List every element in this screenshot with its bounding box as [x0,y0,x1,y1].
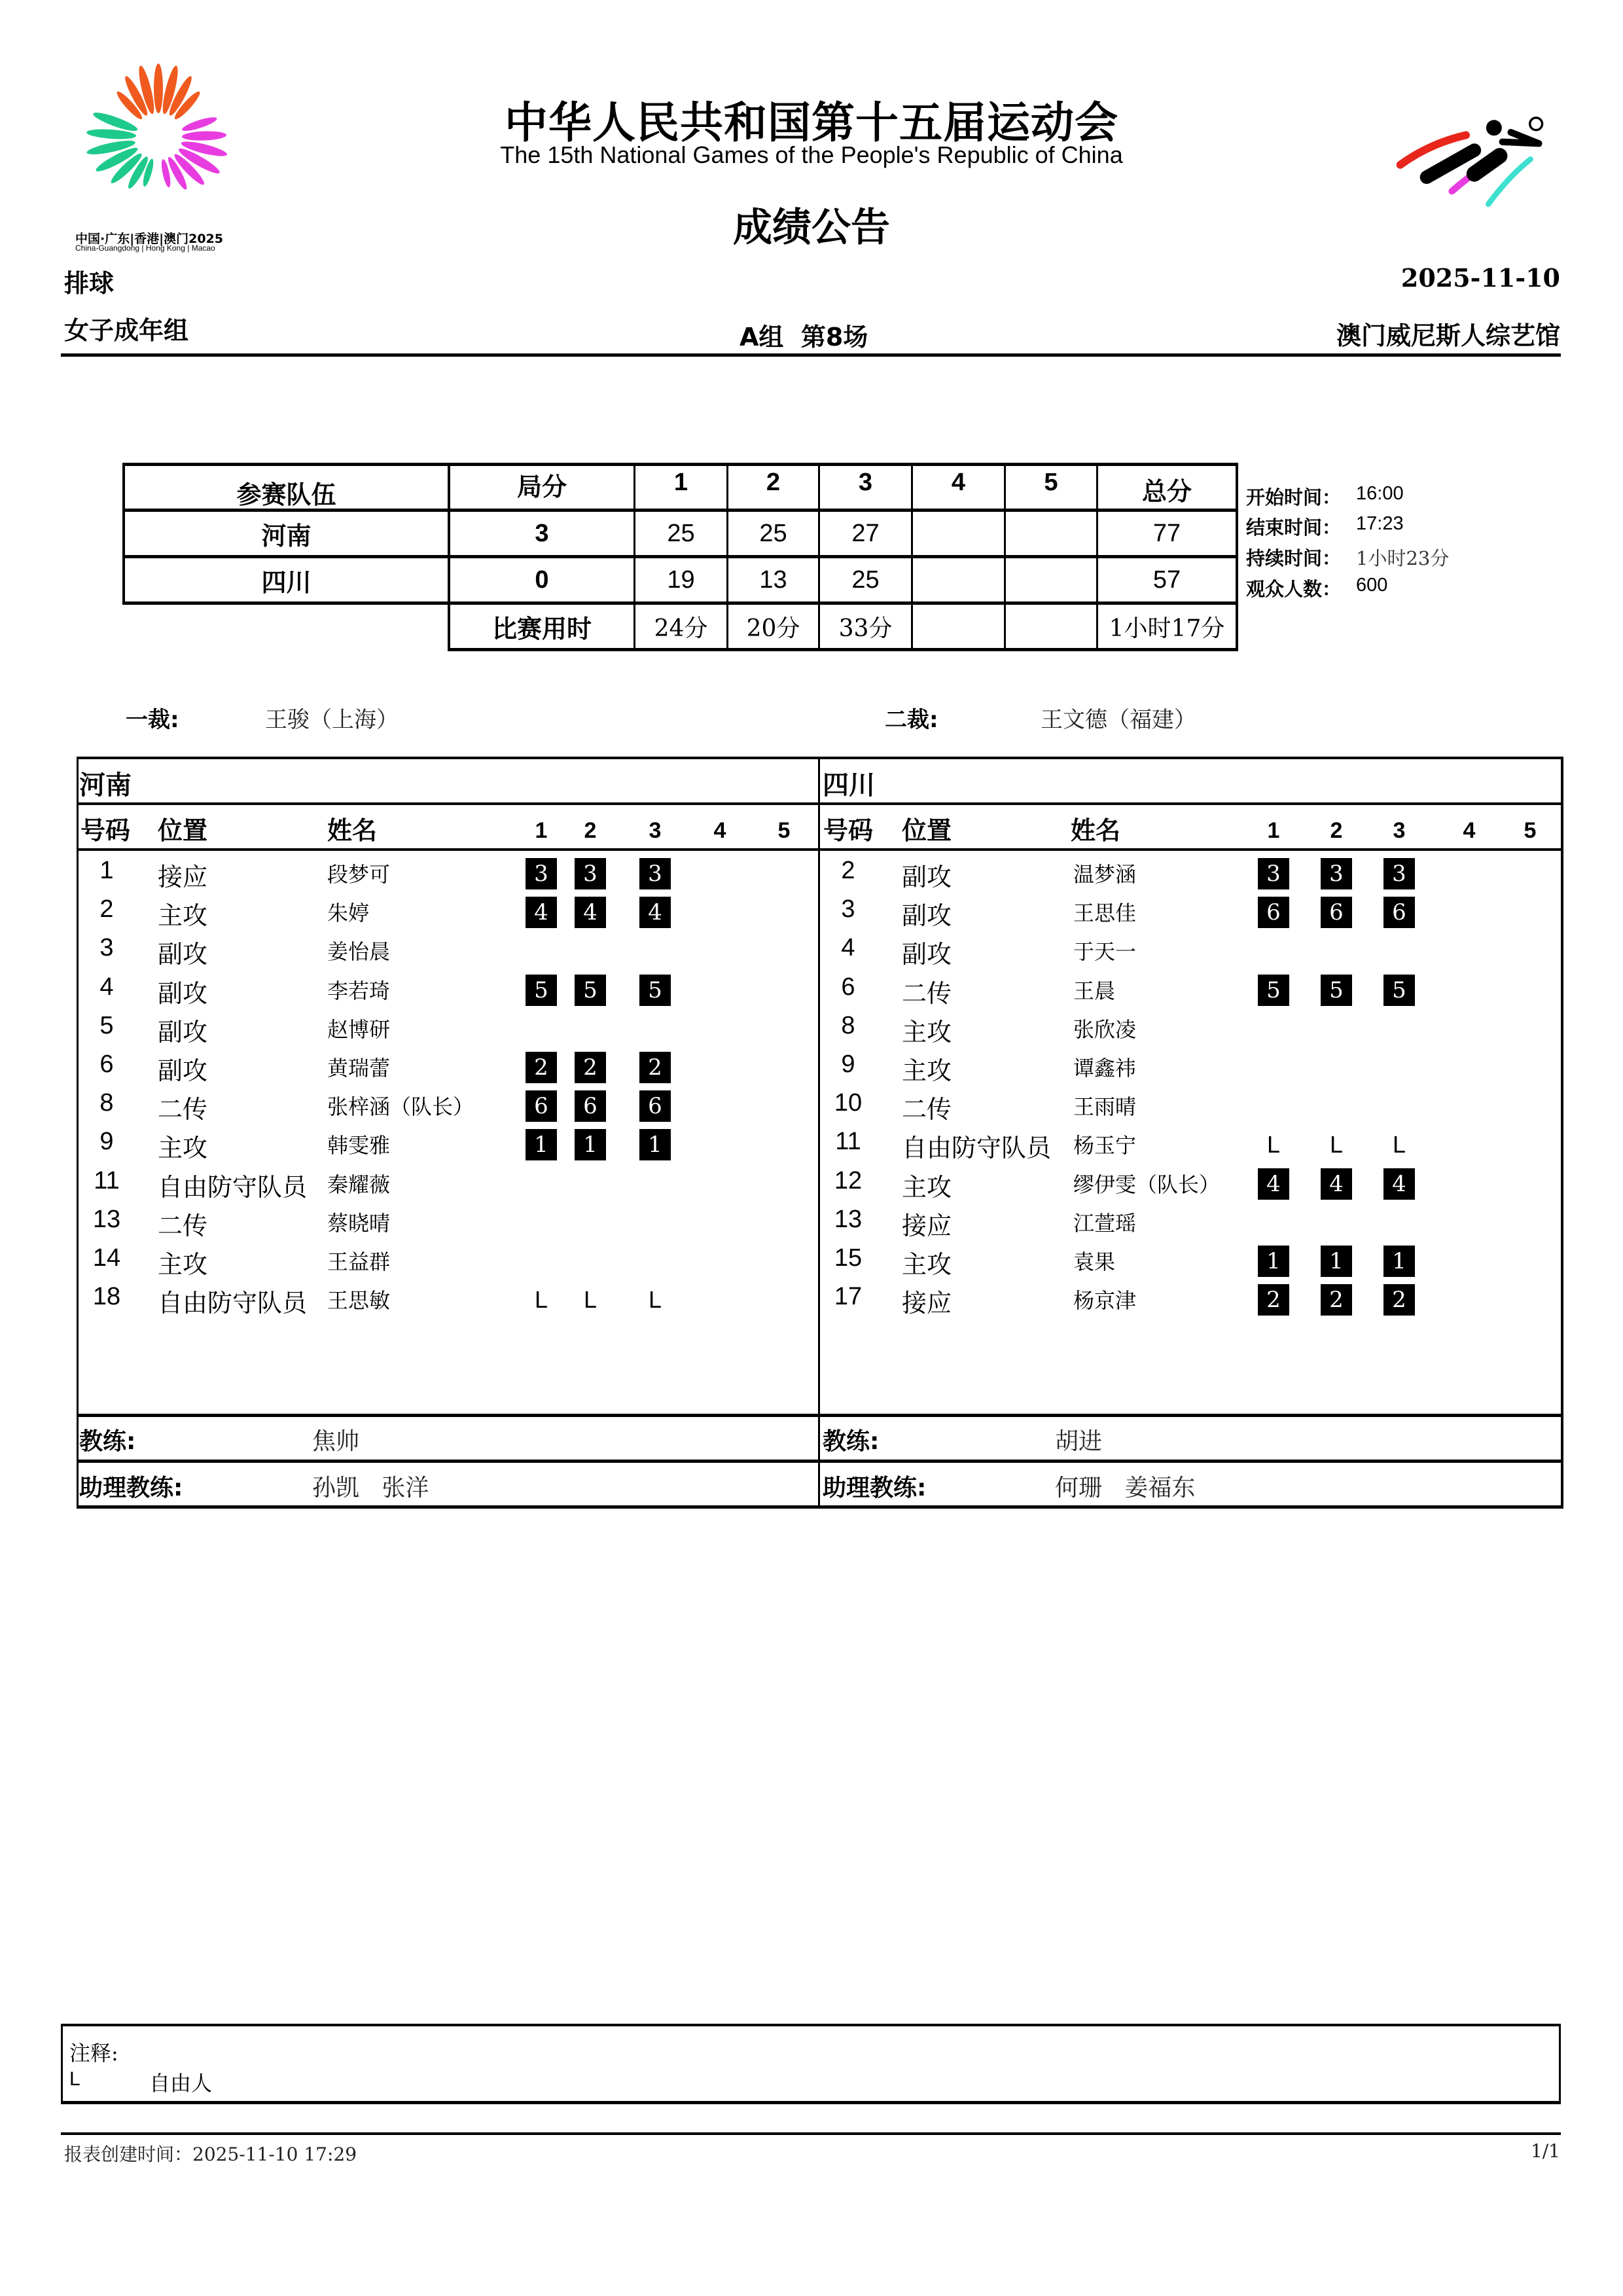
starting-rotation-box: 1 [1258,1246,1289,1277]
score-header-total: 总分 [1141,477,1192,506]
player-number: 6 [99,1050,114,1078]
starting-rotation-box: 1 [1321,1246,1352,1277]
score-sets-won: 0 [535,565,549,594]
player-position: 二传 [902,1095,952,1124]
player-position: 主攻 [902,1172,952,1202]
player-name: 韩雯雅 [327,1133,391,1158]
score-set-value: 25 [851,565,880,594]
player-position: 二传 [158,1211,208,1240]
notes-meaning: 自由人 [149,2071,213,2096]
player-position: 副攻 [158,1017,208,1047]
starting-rotation-box: 1 [639,1129,671,1160]
col-header-set1: 1 [1267,818,1280,843]
coach-name: 焦帅 [312,1428,360,1455]
volleyball-player-icon [1368,98,1564,223]
player-name: 谭鑫祎 [1073,1056,1137,1081]
player-name: 秦耀薇 [327,1172,391,1197]
first-referee-name: 王骏（上海） [265,707,399,733]
document-title: 成绩公告 [733,205,890,251]
score-header-set4: 4 [951,469,966,496]
score-header-set1: 1 [673,469,688,496]
col-header-set2: 2 [584,818,597,843]
team-name: 河南 [79,770,132,800]
score-header-team: 参赛队伍 [236,480,336,509]
score-set-value [913,558,1004,601]
set-duration: 20分 [746,615,800,642]
starting-rotation-box: 2 [639,1052,671,1083]
starting-rotation-box: 3 [1258,858,1289,889]
score-set-value: 27 [851,519,880,547]
starting-rotation-box: 2 [526,1052,557,1083]
player-position: 主攻 [158,1250,208,1279]
player-number: 13 [92,1205,121,1233]
libero-marker: L [583,1286,597,1314]
score-set-value: 19 [667,565,695,594]
col-header-position: 位置 [158,816,208,845]
col-header-set5: 5 [1524,818,1537,843]
end-time-label: 结束时间： [1246,516,1342,539]
assistant-coach-label: 助理教练: [823,1475,927,1501]
games-title-en: The 15th National Games of the People's Republic of China [500,141,1123,168]
player-position: 自由防守队员 [158,1289,308,1318]
duration-label: 比赛用时 [491,614,592,643]
starting-rotation-box: 4 [1258,1168,1289,1200]
starting-rotation-box: 2 [1258,1284,1289,1316]
player-position: 副攻 [158,1056,208,1085]
player-name: 王晨 [1073,978,1116,1003]
starting-rotation-box: 1 [526,1129,557,1160]
start-time-value: 16:00 [1356,483,1404,504]
player-name: 王思佳 [1073,901,1137,926]
player-name: 李若琦 [327,978,391,1003]
libero-marker: L [534,1286,548,1314]
volleyball-pictogram [1368,98,1564,223]
player-number: 3 [841,895,855,924]
starting-rotation-box: 6 [1321,897,1352,928]
player-name: 江萱瑶 [1073,1210,1137,1236]
col-header-set2: 2 [1330,818,1343,843]
games-emblem-logo [69,59,245,203]
player-number: 3 [99,934,114,962]
player-position: 主攻 [158,1134,208,1163]
player-name: 王益群 [327,1249,391,1274]
set-duration: 24分 [654,615,708,642]
player-number: 11 [835,1128,861,1156]
player-name: 赵博研 [327,1016,391,1042]
starting-rotation-box: 4 [1383,1168,1415,1200]
player-number: 17 [834,1283,863,1311]
category-label: 女子成年组 [64,316,189,345]
starting-rotation-box: 3 [575,858,606,889]
starting-rotation-box: 3 [1383,858,1415,889]
player-position: 自由防守队员 [902,1134,1052,1163]
player-name: 缪伊雯（队长） [1073,1172,1221,1197]
player-position: 主攻 [158,901,208,931]
page-number: 1/1 [1530,2140,1560,2162]
starting-rotation-box: 3 [1321,858,1352,889]
starting-rotation-box: 6 [526,1090,557,1122]
starting-rotation-box: 3 [526,858,557,889]
score-set-value [1006,512,1096,555]
set-duration: 33分 [838,615,893,642]
match-label: A组 第8场 [740,323,868,351]
team-name: 四川 [823,770,875,800]
player-name: 王思敏 [327,1288,391,1314]
player-name: 温梦涵 [1073,862,1137,887]
set-duration [1006,605,1096,648]
starting-rotation-box: 6 [575,1090,606,1122]
col-header-set1: 1 [535,818,548,843]
player-number: 8 [841,1011,855,1039]
end-time-value: 17:23 [1356,513,1404,534]
col-header-set3: 3 [1393,818,1406,843]
starting-rotation-box: 1 [1383,1246,1415,1277]
starting-rotation-box: 2 [575,1052,606,1083]
libero-marker: L [1266,1131,1281,1158]
player-position: 副攻 [158,940,208,969]
starting-rotation-box: 5 [1258,975,1289,1006]
notes-symbol: L [69,2068,80,2090]
player-position: 副攻 [902,940,952,969]
player-number: 9 [841,1050,855,1078]
score-header-set3: 3 [858,469,873,496]
col-header-set3: 3 [649,818,662,843]
player-name: 张欣凌 [1073,1016,1137,1042]
score-set-value [913,512,1004,555]
second-referee-name: 王文德（福建） [1041,707,1196,733]
libero-marker: L [1392,1131,1406,1158]
venue-label: 澳门威尼斯人综艺馆 [1336,321,1560,350]
emblem-caption-en: China-Guangdong | Hong Kong | Macao [75,243,215,253]
starting-rotation-box: 5 [1383,975,1415,1006]
col-header-number: 号码 [823,816,874,845]
player-name: 王雨晴 [1073,1094,1137,1120]
starting-rotation-box: 5 [1321,975,1352,1006]
player-name: 于天一 [1073,939,1137,965]
col-header-set4: 4 [1463,818,1476,843]
player-position: 二传 [158,1095,208,1124]
player-position: 主攻 [902,1017,952,1047]
player-number: 6 [841,973,855,1001]
player-number: 8 [99,1089,114,1117]
player-name: 袁果 [1073,1249,1116,1274]
coach-label: 教练: [823,1428,880,1455]
score-header-sets: 局分 [516,473,567,501]
player-position: 副攻 [902,901,952,931]
player-name: 朱婷 [327,901,370,926]
score-set-value: 25 [667,519,695,547]
player-position: 接应 [902,1211,952,1240]
starting-rotation-box: 6 [1258,897,1289,928]
notes-title: 注释: [69,2041,118,2066]
starting-rotation-box: 2 [1321,1284,1352,1316]
emblem-icon [69,59,245,203]
player-number: 11 [94,1166,120,1194]
spectators-value: 600 [1356,575,1388,596]
player-number: 5 [99,1011,114,1039]
player-position: 自由防守队员 [158,1172,308,1202]
player-number: 13 [834,1205,863,1233]
starting-rotation-box: 4 [639,897,671,928]
match-date: 2025-11-10 [1400,263,1560,293]
starting-rotation-box: 5 [639,975,671,1006]
player-position: 副攻 [902,863,952,891]
player-number: 14 [92,1244,121,1272]
player-number: 4 [841,934,855,962]
score-total: 77 [1152,519,1181,547]
score-header-set2: 2 [766,469,781,496]
player-name: 黄瑞蕾 [327,1056,391,1081]
spectators-label: 观众人数： [1246,578,1342,600]
header-divider [61,353,1561,357]
starting-rotation-box: 6 [1383,897,1415,928]
player-number: 18 [92,1283,121,1311]
player-number: 15 [834,1244,863,1272]
col-header-position: 位置 [902,816,952,845]
libero-marker: L [1329,1131,1344,1158]
score-team-name: 四川 [261,567,312,597]
assistant-coach-names: 何珊 姜福东 [1055,1475,1196,1501]
score-set-value: 13 [759,565,787,594]
score-header-set5: 5 [1044,469,1058,496]
player-position: 副攻 [158,978,208,1008]
assistant-coach-label: 助理教练: [79,1475,183,1501]
col-header-name: 姓名 [1071,816,1121,845]
col-header-name: 姓名 [327,816,378,845]
games-title-cn: 中华人民共和国第十五届运动会 [505,98,1118,148]
player-name: 姜怡晨 [327,939,391,965]
col-header-set4: 4 [713,818,726,843]
score-sets-won: 3 [535,519,549,547]
player-number: 4 [99,973,114,1001]
col-header-set5: 5 [777,818,791,843]
player-number: 2 [99,895,114,924]
player-number: 10 [834,1089,863,1117]
starting-rotation-box: 4 [526,897,557,928]
player-number: 2 [841,857,855,884]
duration-time-value: 1小时23分 [1356,547,1450,569]
coach-label: 教练: [79,1428,136,1455]
player-name: 张梓涵（队长） [327,1094,474,1120]
libero-marker: L [648,1286,662,1314]
starting-rotation-box: 4 [1321,1168,1352,1200]
score-total: 57 [1152,565,1181,594]
player-position: 接应 [158,863,208,891]
player-position: 主攻 [902,1250,952,1279]
first-referee-label: 一裁: [126,707,179,733]
emblem-caption-cn: 中国·广东|香港|澳门2025 [75,232,223,246]
starting-rotation-box: 1 [575,1129,606,1160]
starting-rotation-box: 5 [526,975,557,1006]
player-name: 段梦可 [327,862,391,887]
player-position: 主攻 [902,1056,952,1085]
player-number: 9 [99,1128,114,1156]
second-referee-label: 二裁: [885,707,938,733]
duration-time-label: 持续时间： [1246,547,1342,569]
start-time-label: 开始时间： [1246,486,1342,509]
total-duration: 1小时17分 [1109,615,1225,642]
score-set-value [1006,558,1096,601]
report-created-time: 报表创建时间：2025-11-10 17:29 [64,2144,357,2165]
footer-divider [61,2132,1561,2135]
player-number: 1 [99,857,114,884]
sport-label: 排球 [64,269,115,298]
player-name: 杨玉宁 [1073,1133,1137,1158]
player-position: 二传 [902,978,952,1008]
starting-rotation-box: 3 [639,858,671,889]
player-name: 蔡晓晴 [327,1210,391,1236]
starting-rotation-box: 5 [575,975,606,1006]
coach-name: 胡进 [1055,1428,1103,1455]
player-position: 接应 [902,1289,952,1318]
assistant-coach-names: 孙凯 张洋 [312,1475,429,1501]
starting-rotation-box: 2 [1383,1284,1415,1316]
player-name: 杨京津 [1073,1288,1137,1314]
player-number: 12 [834,1166,863,1194]
starting-rotation-box: 6 [639,1090,671,1122]
col-header-number: 号码 [80,816,131,845]
score-set-value: 25 [759,519,787,547]
starting-rotation-box: 4 [575,897,606,928]
set-duration [913,605,1004,648]
score-team-name: 河南 [261,521,312,550]
